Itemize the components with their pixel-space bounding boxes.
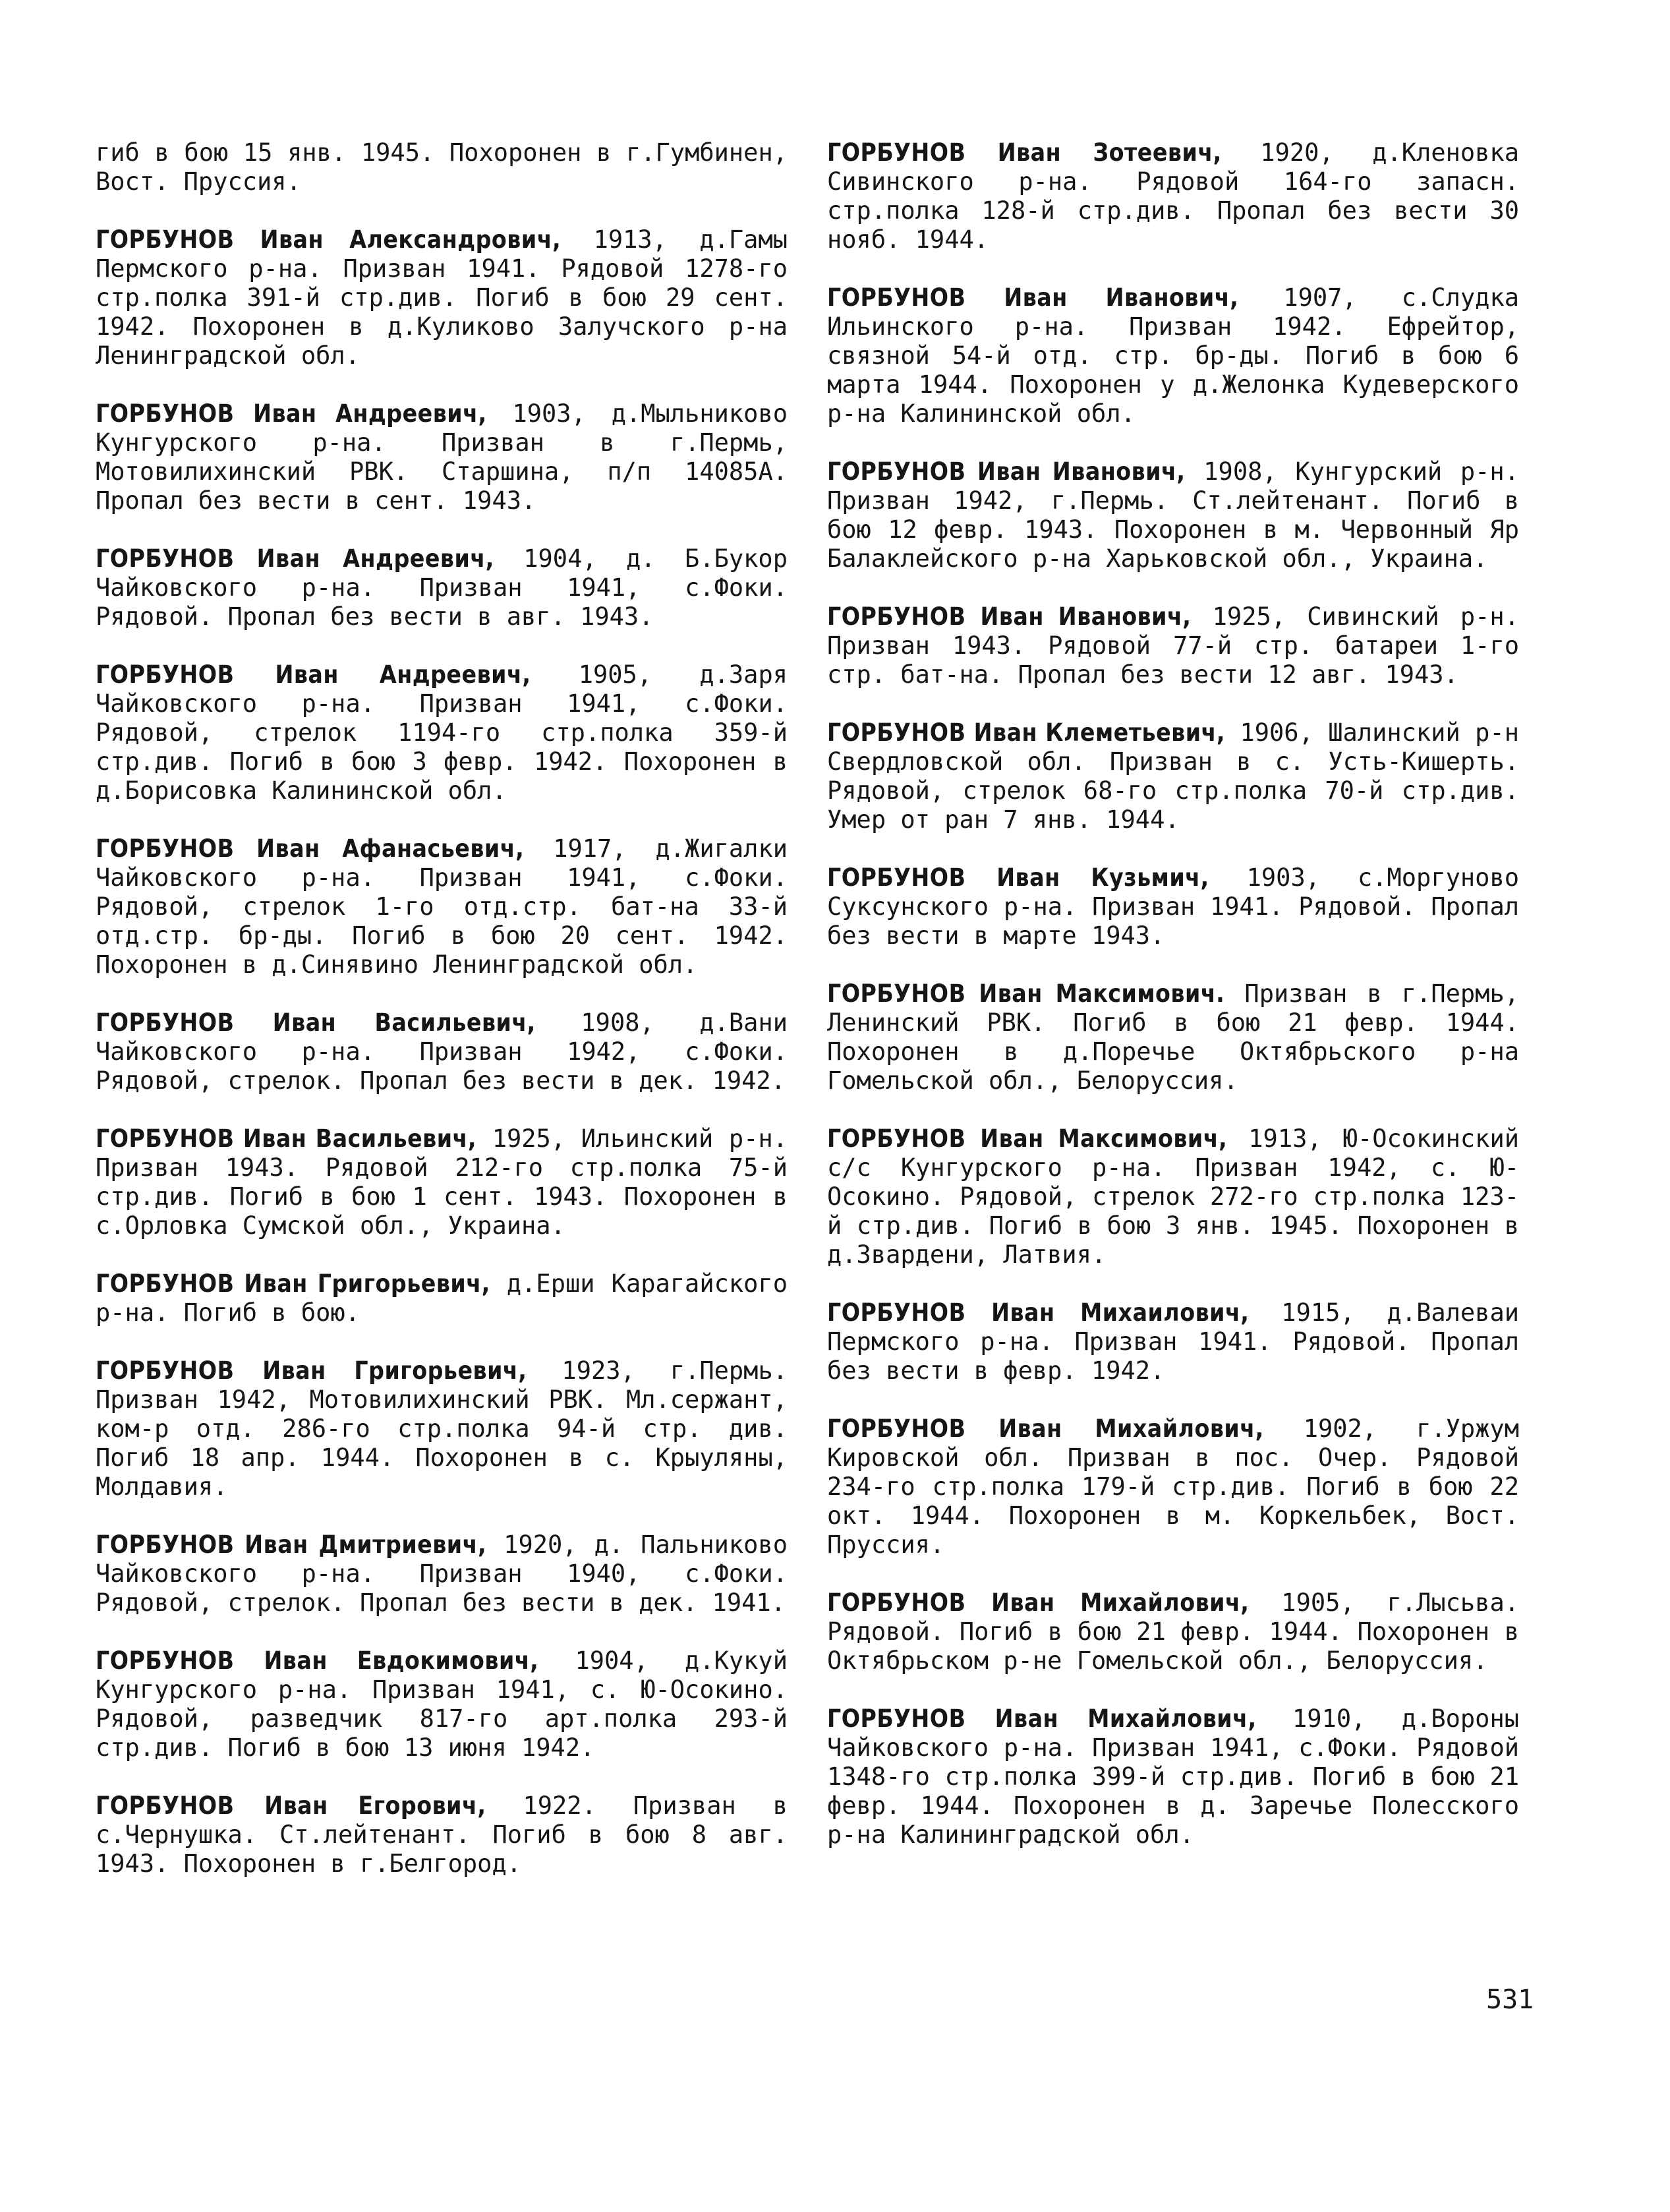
entry: [827, 138, 1519, 254]
entry-text: 1925, Ильинский р-н. Призван 1943. Рядовой 212-го стр.полка 75-й стр.див. Погиб в бою 1 сент. 1943. Похоронен в с.Орловка Сумской обл., Украина.: [96, 1124, 788, 1240]
entry: [827, 457, 1519, 573]
entry-text: 1905, д.Заря Чайковского р-на. Призван 1941, с.Фоки. Рядовой, стрелок 1194-го стр.полка 359-й стр.див. Погиб в бою 3 февр. 1942. Похоронен в д.Борисовка Калининской обл.: [96, 660, 788, 805]
entry-text: 1904, д. Б.Букор Чайковского р-на. Призван 1941, с.Фоки. Рядовой. Пропал без вести в авг. 1943.: [96, 544, 788, 631]
entry: [96, 1269, 788, 1327]
entry-name: ГОРБУНОВ Иван Максимович,: [827, 1124, 1228, 1153]
entry-name: ГОРБУНОВ Иван Максимович.: [827, 979, 1225, 1008]
entry-text: 1906, Шалинский р-н Свердловской обл. Призван в с. Усть-Кишерть. Рядовой, стрелок 68-го стр.полка 70-й стр.див. Умер от ран 7 янв. 1944.: [827, 718, 1519, 834]
entry: [96, 544, 788, 631]
entry: [96, 1791, 788, 1878]
entry: [827, 1298, 1519, 1385]
entry-name: ГОРБУНОВ Иван Зотеевич,: [827, 138, 1222, 167]
entry: [96, 1530, 788, 1617]
entry-text: 1925, Сивинский р-н. Призван 1943. Рядовой 77-й стр. батареи 1-го стр. бат-на. Пропал без вести 12 авг. 1943.: [827, 602, 1519, 689]
entry: [96, 1356, 788, 1501]
entry: [96, 399, 788, 515]
entry: [96, 1124, 788, 1240]
entry-text: 1908, Кунгурский р-н. Призван 1942, г.Пермь. Ст.лейтенант. Погиб в бою 12 февр. 1943. Похоронен в м. Червонный Яр Балаклейского р-на Харьковской обл., Украина.: [827, 457, 1519, 573]
entry: [827, 863, 1519, 950]
entry-text: д.Ерши Карагайского р-на. Погиб в бою.: [96, 1269, 788, 1327]
entry-name: ГОРБУНОВ Иван Иванович,: [827, 602, 1192, 631]
page-number: 531: [1486, 1985, 1534, 2015]
entry-text: 1910, д.Вороны Чайковского р-на. Призван 1941, с.Фоки. Рядовой 1348-го стр.полка 399-й стр.див. Погиб в бою 21 февр. 1944. Похоронен в д. Заречье Полесского р-на Калининградской обл.: [827, 1704, 1520, 1849]
entry-text: 1915, д.Валеваи Пермского р-на. Призван 1941. Рядовой. Пропал без вести в февр. 1942.: [827, 1298, 1519, 1385]
entry: [96, 1646, 788, 1762]
entry: [827, 602, 1519, 689]
entry: [827, 1704, 1519, 1849]
entry-text: 1922. Призван в с.Чернушка. Ст.лейтенант. Погиб в бою 8 авг. 1943. Похоронен в г.Белгород.: [96, 1791, 788, 1878]
entry-text: 1905, г.Лысьва. Рядовой. Погиб в бою 21 февр. 1944. Похоронен в Октябрьском р-не Гомельской обл., Белоруссия.: [827, 1588, 1519, 1675]
entry-text: 1917, д.Жигалки Чайковского р-на. Призван 1941, с.Фоки. Рядовой, стрелок 1-го отд.стр. бат-на 33-й отд.стр. бр-ды. Погиб в бою 20 сент. 1942. Похоронен в д.Синявино Ленинградской обл.: [96, 834, 788, 979]
entry: [827, 283, 1519, 428]
left-column: [96, 138, 788, 1907]
entry-name: ГОРБУНОВ Иван Андреевич,: [96, 399, 487, 428]
entry: [96, 225, 788, 370]
entry-name: ГОРБУНОВ Иван Михайлович,: [827, 1704, 1257, 1733]
entry-text: Призван в г.Пермь, Ленинский РВК. Погиб в бою 21 февр. 1944. Похоронен в д.Поречье Октябрьского р-на Гомельской обл., Белоруссия.: [827, 979, 1519, 1095]
entry-text: 1920, д.Кленовка Сивинского р-на. Рядовой 164-го запасн. стр.полка 128-й стр.див. Пропал без вести 30 нояб. 1944.: [827, 138, 1519, 254]
entry: [96, 1008, 788, 1095]
entry-text: 1913, Ю-Осокинский с/с Кунгурского р-на. Призван 1942, с. Ю-Осокино. Рядовой, стрелок 272-го стр.полка 123-й стр.див. Погиб в бою 3 янв. 1945. Похоронен в д.Звардени, Латвия.: [827, 1124, 1519, 1269]
entry-name: ГОРБУНОВ Иван Кузьмич,: [827, 863, 1209, 892]
entry-name: ГОРБУНОВ Иван Александрович,: [96, 225, 561, 254]
entry: [827, 1124, 1519, 1269]
entry-name: ГОРБУНОВ Иван Андреевич,: [96, 544, 494, 573]
entry-name: ГОРБУНОВ Иван Михаилович,: [827, 1298, 1250, 1327]
entry-name: ГОРБУНОВ Иван Васильевич,: [96, 1124, 477, 1153]
entry-name: ГОРБУНОВ Иван Васильевич,: [96, 1008, 536, 1037]
entry-name: ГОРБУНОВ Иван Григорьевич,: [96, 1356, 527, 1385]
entry-text: 1903, д.Мыльниково Кунгурского р-на. Призван в г.Пермь, Мотовилихинский РВК. Старшина, п/п 14085А. Пропал без вести в сент. 1943.: [96, 399, 788, 515]
entry-text: гиб в бою 15 янв. 1945. Похоронен в г.Гумбинен, Вост. Пруссия.: [96, 138, 788, 196]
entry-name: ГОРБУНОВ Иван Иванович,: [827, 283, 1239, 312]
entry-name: ГОРБУНОВ Иван Михайлович,: [827, 1588, 1250, 1617]
entry: [827, 718, 1519, 834]
entry-text: 1923, г.Пермь. Призван 1942, Мотовилихинский РВК. Мл.сержант, ком-р отд. 286-го стр.полка 94-й стр. див. Погиб 18 апр. 1944. Похоронен в с. Крыуляны, Молдавия.: [96, 1356, 788, 1501]
entry-name: ГОРБУНОВ Иван Егорович,: [96, 1791, 486, 1820]
entry-name: ГОРБУНОВ Иван Дмитриевич,: [96, 1530, 487, 1559]
entry-name: ГОРБУНОВ Иван Иванович,: [827, 457, 1186, 486]
entry-text: 1903, с.Моргуново Суксунского р-на. Призван 1941. Рядовой. Пропал без вести в марте 1943.: [827, 863, 1519, 950]
entry-text: 1907, с.Слудка Ильинского р-на. Призван 1942. Ефрейтор, связной 54-й отд. стр. бр-ды. Погиб в бою 6 марта 1944. Похоронен у д.Желонка Кудеверского р-на Калининской обл.: [827, 283, 1519, 428]
entry-name: ГОРБУНОВ Иван Михайлович,: [827, 1414, 1264, 1443]
entry-name: ГОРБУНОВ Иван Евдокимович,: [96, 1646, 539, 1675]
entry: [827, 1414, 1519, 1559]
entry-name: ГОРБУНОВ Иван Афанасьевич,: [96, 834, 525, 863]
entry: [96, 834, 788, 979]
entry-name: ГОРБУНОВ Иван Клеметьевич,: [827, 718, 1226, 747]
entry-name: ГОРБУНОВ Иван Григорьевич,: [96, 1269, 490, 1298]
entry: [827, 1588, 1519, 1675]
right-column: [827, 138, 1519, 1878]
entry-text: 1902, г.Уржум Кировской обл. Призван в пос. Очер. Рядовой 234-го стр.полка 179-й стр.див. Погиб в бою 22 окт. 1944. Похоронен в м. Коркельбек, Вост. Пруссия.: [827, 1414, 1519, 1559]
entry: [827, 979, 1519, 1095]
entry-name: ГОРБУНОВ Иван Андреевич,: [96, 660, 531, 689]
entry-text: 1913, д.Гамы Пермского р-на. Призван 1941. Рядовой 1278-го стр.полка 391-й стр.див. Погиб в бою 29 сент. 1942. Похоронен в д.Куликово Залучского р-на Ленинградской обл.: [96, 225, 788, 370]
entry: [96, 660, 788, 805]
entry-text: 1908, д.Вани Чайковского р-на. Призван 1942, с.Фоки. Рядовой, стрелок. Пропал без вести в дек. 1942.: [96, 1008, 788, 1095]
entry-continuation: [96, 138, 788, 196]
entry-text: 1920, д. Пальниково Чайковского р-на. Призван 1940, с.Фоки. Рядовой, стрелок. Пропал без вести в дек. 1941.: [96, 1530, 788, 1617]
entry-text: 1904, д.Кукуй Кунгурского р-на. Призван 1941, с. Ю-Осокино. Рядовой, разведчик 817-го арт.полка 293-й стр.див. Погиб в бою 13 июня 1942.: [96, 1646, 788, 1762]
